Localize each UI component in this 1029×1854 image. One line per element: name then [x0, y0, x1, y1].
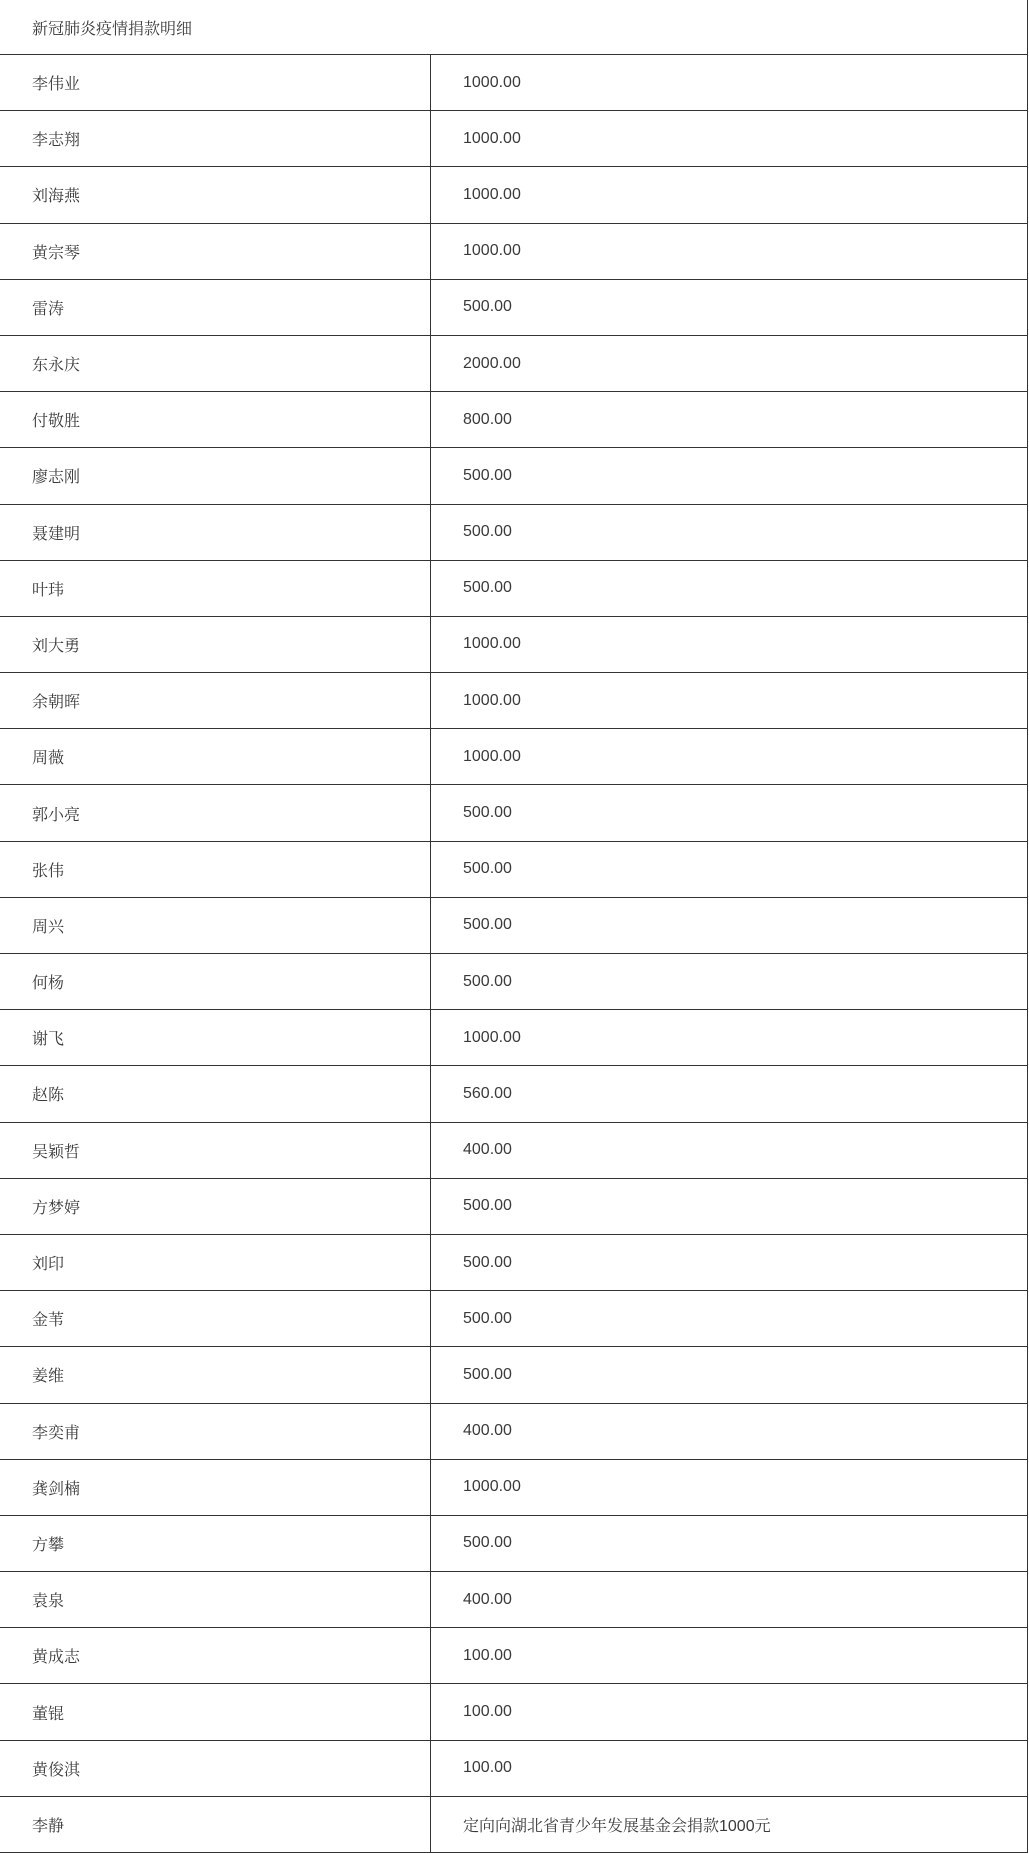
donor-name-cell: 雷涛	[0, 279, 431, 335]
donation-amount-cell: 1000.00	[431, 1010, 1028, 1066]
donor-name-cell: 周薇	[0, 729, 431, 785]
donation-amount-cell: 500.00	[431, 954, 1028, 1010]
table-row	[0, 448, 1028, 504]
donation-amount-cell: 100.00	[431, 1628, 1028, 1684]
donor-name-cell: 东永庆	[0, 335, 431, 391]
table-row	[0, 1122, 1028, 1178]
donation-table-body	[0, 55, 1028, 1853]
table-row	[0, 841, 1028, 897]
donation-amount-cell: 800.00	[431, 392, 1028, 448]
donation-amount-cell: 400.00	[431, 1122, 1028, 1178]
donor-name-cell: 黄俊淇	[0, 1740, 431, 1796]
donor-name-cell: 李奕甫	[0, 1403, 431, 1459]
donor-name-cell: 余朝晖	[0, 673, 431, 729]
donation-amount-cell: 500.00	[431, 1347, 1028, 1403]
donor-name-cell: 袁泉	[0, 1572, 431, 1628]
donor-name-cell: 李伟业	[0, 55, 431, 111]
donor-name-cell: 方攀	[0, 1515, 431, 1571]
donor-name-cell: 付敬胜	[0, 392, 431, 448]
donor-name-cell: 谢飞	[0, 1010, 431, 1066]
donation-amount-cell: 定向向湖北省青少年发展基金会捐款1000元	[431, 1796, 1028, 1852]
donation-amount-cell: 500.00	[431, 841, 1028, 897]
table-row	[0, 1347, 1028, 1403]
table-row	[0, 954, 1028, 1010]
donation-amount-cell: 500.00	[431, 560, 1028, 616]
table-row	[0, 392, 1028, 448]
donor-name-cell: 金苇	[0, 1291, 431, 1347]
donation-amount-cell: 1000.00	[431, 55, 1028, 111]
table-row	[0, 1066, 1028, 1122]
table-row	[0, 1459, 1028, 1515]
table-row	[0, 1403, 1028, 1459]
donor-name-cell: 黄成志	[0, 1628, 431, 1684]
donor-name-cell: 董锟	[0, 1684, 431, 1740]
donor-name-cell: 张伟	[0, 841, 431, 897]
table-row	[0, 1628, 1028, 1684]
donation-amount-cell: 400.00	[431, 1403, 1028, 1459]
donor-name-cell: 姜维	[0, 1347, 431, 1403]
table-row	[0, 1572, 1028, 1628]
table-row	[0, 673, 1028, 729]
donation-amount-cell: 500.00	[431, 279, 1028, 335]
table-row	[0, 111, 1028, 167]
table-row	[0, 223, 1028, 279]
table-row	[0, 729, 1028, 785]
donor-name-cell: 方梦婷	[0, 1178, 431, 1234]
donation-amount-cell: 2000.00	[431, 335, 1028, 391]
table-row	[0, 504, 1028, 560]
donation-amount-cell: 500.00	[431, 504, 1028, 560]
donor-name-cell: 李静	[0, 1796, 431, 1852]
donor-name-cell: 龚剑楠	[0, 1459, 431, 1515]
donation-amount-cell: 400.00	[431, 1572, 1028, 1628]
donor-name-cell: 何杨	[0, 954, 431, 1010]
donor-name-cell: 刘印	[0, 1234, 431, 1290]
table-row	[0, 1515, 1028, 1571]
table-row	[0, 785, 1028, 841]
donor-name-cell: 刘大勇	[0, 616, 431, 672]
donation-amount-cell: 500.00	[431, 897, 1028, 953]
donation-amount-cell: 1000.00	[431, 167, 1028, 223]
donor-name-cell: 叶玮	[0, 560, 431, 616]
table-row	[0, 1684, 1028, 1740]
donor-name-cell: 黄宗琴	[0, 223, 431, 279]
table-row	[0, 560, 1028, 616]
table-row	[0, 1178, 1028, 1234]
table-title-row	[0, 0, 1028, 55]
table-row	[0, 616, 1028, 672]
table-row	[0, 167, 1028, 223]
donation-amount-cell: 1000.00	[431, 223, 1028, 279]
donation-amount-cell: 560.00	[431, 1066, 1028, 1122]
donor-name-cell: 郭小亮	[0, 785, 431, 841]
table-row	[0, 55, 1028, 111]
table-row	[0, 279, 1028, 335]
donor-name-cell: 吴颖哲	[0, 1122, 431, 1178]
donation-amount-cell: 1000.00	[431, 616, 1028, 672]
table-row	[0, 1740, 1028, 1796]
donation-amount-cell: 500.00	[431, 1291, 1028, 1347]
donation-amount-cell: 1000.00	[431, 111, 1028, 167]
table-row	[0, 335, 1028, 391]
donation-amount-cell: 500.00	[431, 785, 1028, 841]
donation-amount-cell: 100.00	[431, 1740, 1028, 1796]
table-row	[0, 1010, 1028, 1066]
donation-amount-cell: 100.00	[431, 1684, 1028, 1740]
donation-amount-cell: 500.00	[431, 1178, 1028, 1234]
donation-amount-cell: 1000.00	[431, 673, 1028, 729]
donation-amount-cell: 500.00	[431, 1234, 1028, 1290]
table-title: 新冠肺炎疫情捐款明细	[0, 0, 1028, 55]
donor-name-cell: 周兴	[0, 897, 431, 953]
table-row	[0, 1291, 1028, 1347]
donor-name-cell: 赵陈	[0, 1066, 431, 1122]
donor-name-cell: 廖志刚	[0, 448, 431, 504]
donor-name-cell: 聂建明	[0, 504, 431, 560]
donor-name-cell: 李志翔	[0, 111, 431, 167]
donation-amount-cell: 1000.00	[431, 1459, 1028, 1515]
donation-amount-cell: 1000.00	[431, 729, 1028, 785]
donation-amount-cell: 500.00	[431, 1515, 1028, 1571]
table-row	[0, 897, 1028, 953]
donor-name-cell: 刘海燕	[0, 167, 431, 223]
table-row	[0, 1796, 1028, 1852]
donation-amount-cell: 500.00	[431, 448, 1028, 504]
table-row	[0, 1234, 1028, 1290]
